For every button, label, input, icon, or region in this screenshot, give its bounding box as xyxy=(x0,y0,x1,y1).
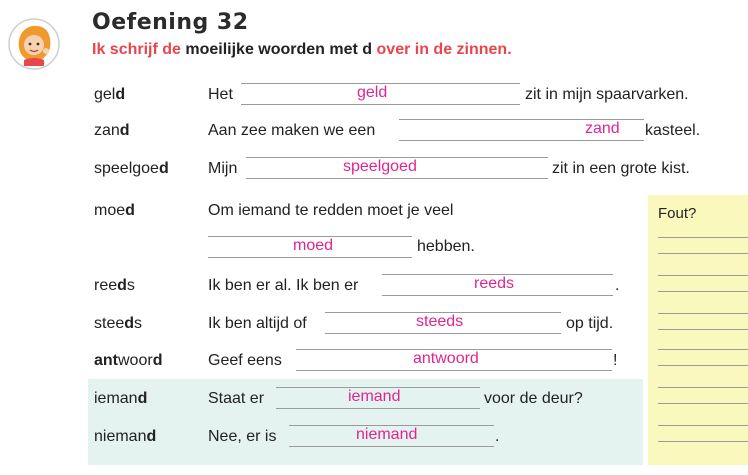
sentence-1-after: zit in mijn spaarvarken. xyxy=(525,86,689,103)
word-steeds: steeds xyxy=(94,315,143,332)
girl-avatar-icon xyxy=(8,18,60,70)
fout-line[interactable] xyxy=(658,291,748,292)
instruction-text xyxy=(92,41,512,59)
fout-line[interactable] xyxy=(658,275,748,276)
sentence-1-before: Het xyxy=(208,86,233,103)
fout-line[interactable] xyxy=(658,329,748,330)
word-niemand: niemand xyxy=(94,428,157,445)
sentence-6-after: op tijd. xyxy=(566,315,614,332)
word-antwoord: antwoord xyxy=(94,352,163,369)
exercise-title: Oefening 32 xyxy=(92,10,249,35)
fout-line[interactable] xyxy=(658,441,748,442)
sentence-4-after: hebben. xyxy=(417,238,475,255)
answer-blank-6[interactable] xyxy=(325,312,561,334)
word-speelgoed: speelgoed xyxy=(94,160,169,177)
sentence-8-after: voor de deur? xyxy=(484,390,583,407)
answer-9: niemand xyxy=(356,426,418,443)
answer-blank-1[interactable] xyxy=(241,83,520,105)
sentence-5-after: . xyxy=(615,277,620,294)
sentence-7-before: Geef eens xyxy=(208,352,282,369)
answer-3: speelgoed xyxy=(343,158,417,175)
answer-7: antwoord xyxy=(413,350,479,367)
instruction-part-3: over in de zinnen. xyxy=(376,41,512,58)
sentence-5-before: Ik ben er al. Ik ben er xyxy=(208,277,359,294)
word-zand: zand xyxy=(94,122,130,139)
fout-line[interactable] xyxy=(658,425,748,426)
answer-blank-2[interactable] xyxy=(399,119,644,141)
answer-blank-9[interactable] xyxy=(289,425,494,447)
word-moed: moed xyxy=(94,202,135,219)
fout-line[interactable] xyxy=(658,253,748,254)
answer-blank-4[interactable] xyxy=(208,236,412,258)
sentence-3-before: Mijn xyxy=(208,160,238,177)
answer-blank-8[interactable] xyxy=(276,387,480,409)
fout-line[interactable] xyxy=(658,387,748,388)
fout-line[interactable] xyxy=(658,365,748,366)
word-geld: geld xyxy=(94,86,126,103)
sentence-3-after: zit in een grote kist. xyxy=(552,160,690,177)
instruction-part-2: moeilijke woorden met d xyxy=(180,41,377,58)
fout-panel xyxy=(648,195,748,465)
sentence-4-before: Om iemand te redden moet je veel xyxy=(208,202,454,219)
sentence-6-before: Ik ben altijd of xyxy=(208,315,307,332)
answer-4: moed xyxy=(293,237,334,254)
answer-blank-5[interactable] xyxy=(382,274,613,296)
fout-line[interactable] xyxy=(658,349,748,350)
fout-line[interactable] xyxy=(658,237,748,238)
answer-blank-7[interactable] xyxy=(296,349,612,371)
answer-2: zand xyxy=(585,120,620,137)
answer-6: steeds xyxy=(416,313,464,330)
sentence-2-before: Aan zee maken we een xyxy=(208,122,376,139)
fout-line[interactable] xyxy=(658,313,748,314)
fout-label: Fout? xyxy=(658,205,697,222)
sentence-8-before: Staat er xyxy=(208,390,265,407)
sentence-9-before: Nee, er is xyxy=(208,428,277,445)
answer-8: iemand xyxy=(348,388,401,405)
instruction-part-1: Ik schrijf de xyxy=(92,41,181,58)
sentence-9-after: . xyxy=(495,428,500,445)
answer-1: geld xyxy=(357,84,388,101)
sentence-2-after: kasteel. xyxy=(645,122,701,139)
word-reeds: reeds xyxy=(94,277,135,294)
answer-5: reeds xyxy=(474,275,515,292)
answer-blank-3[interactable] xyxy=(246,157,548,179)
fout-line[interactable] xyxy=(658,403,748,404)
word-iemand: iemand xyxy=(94,390,148,407)
sentence-7-after: ! xyxy=(613,352,618,369)
